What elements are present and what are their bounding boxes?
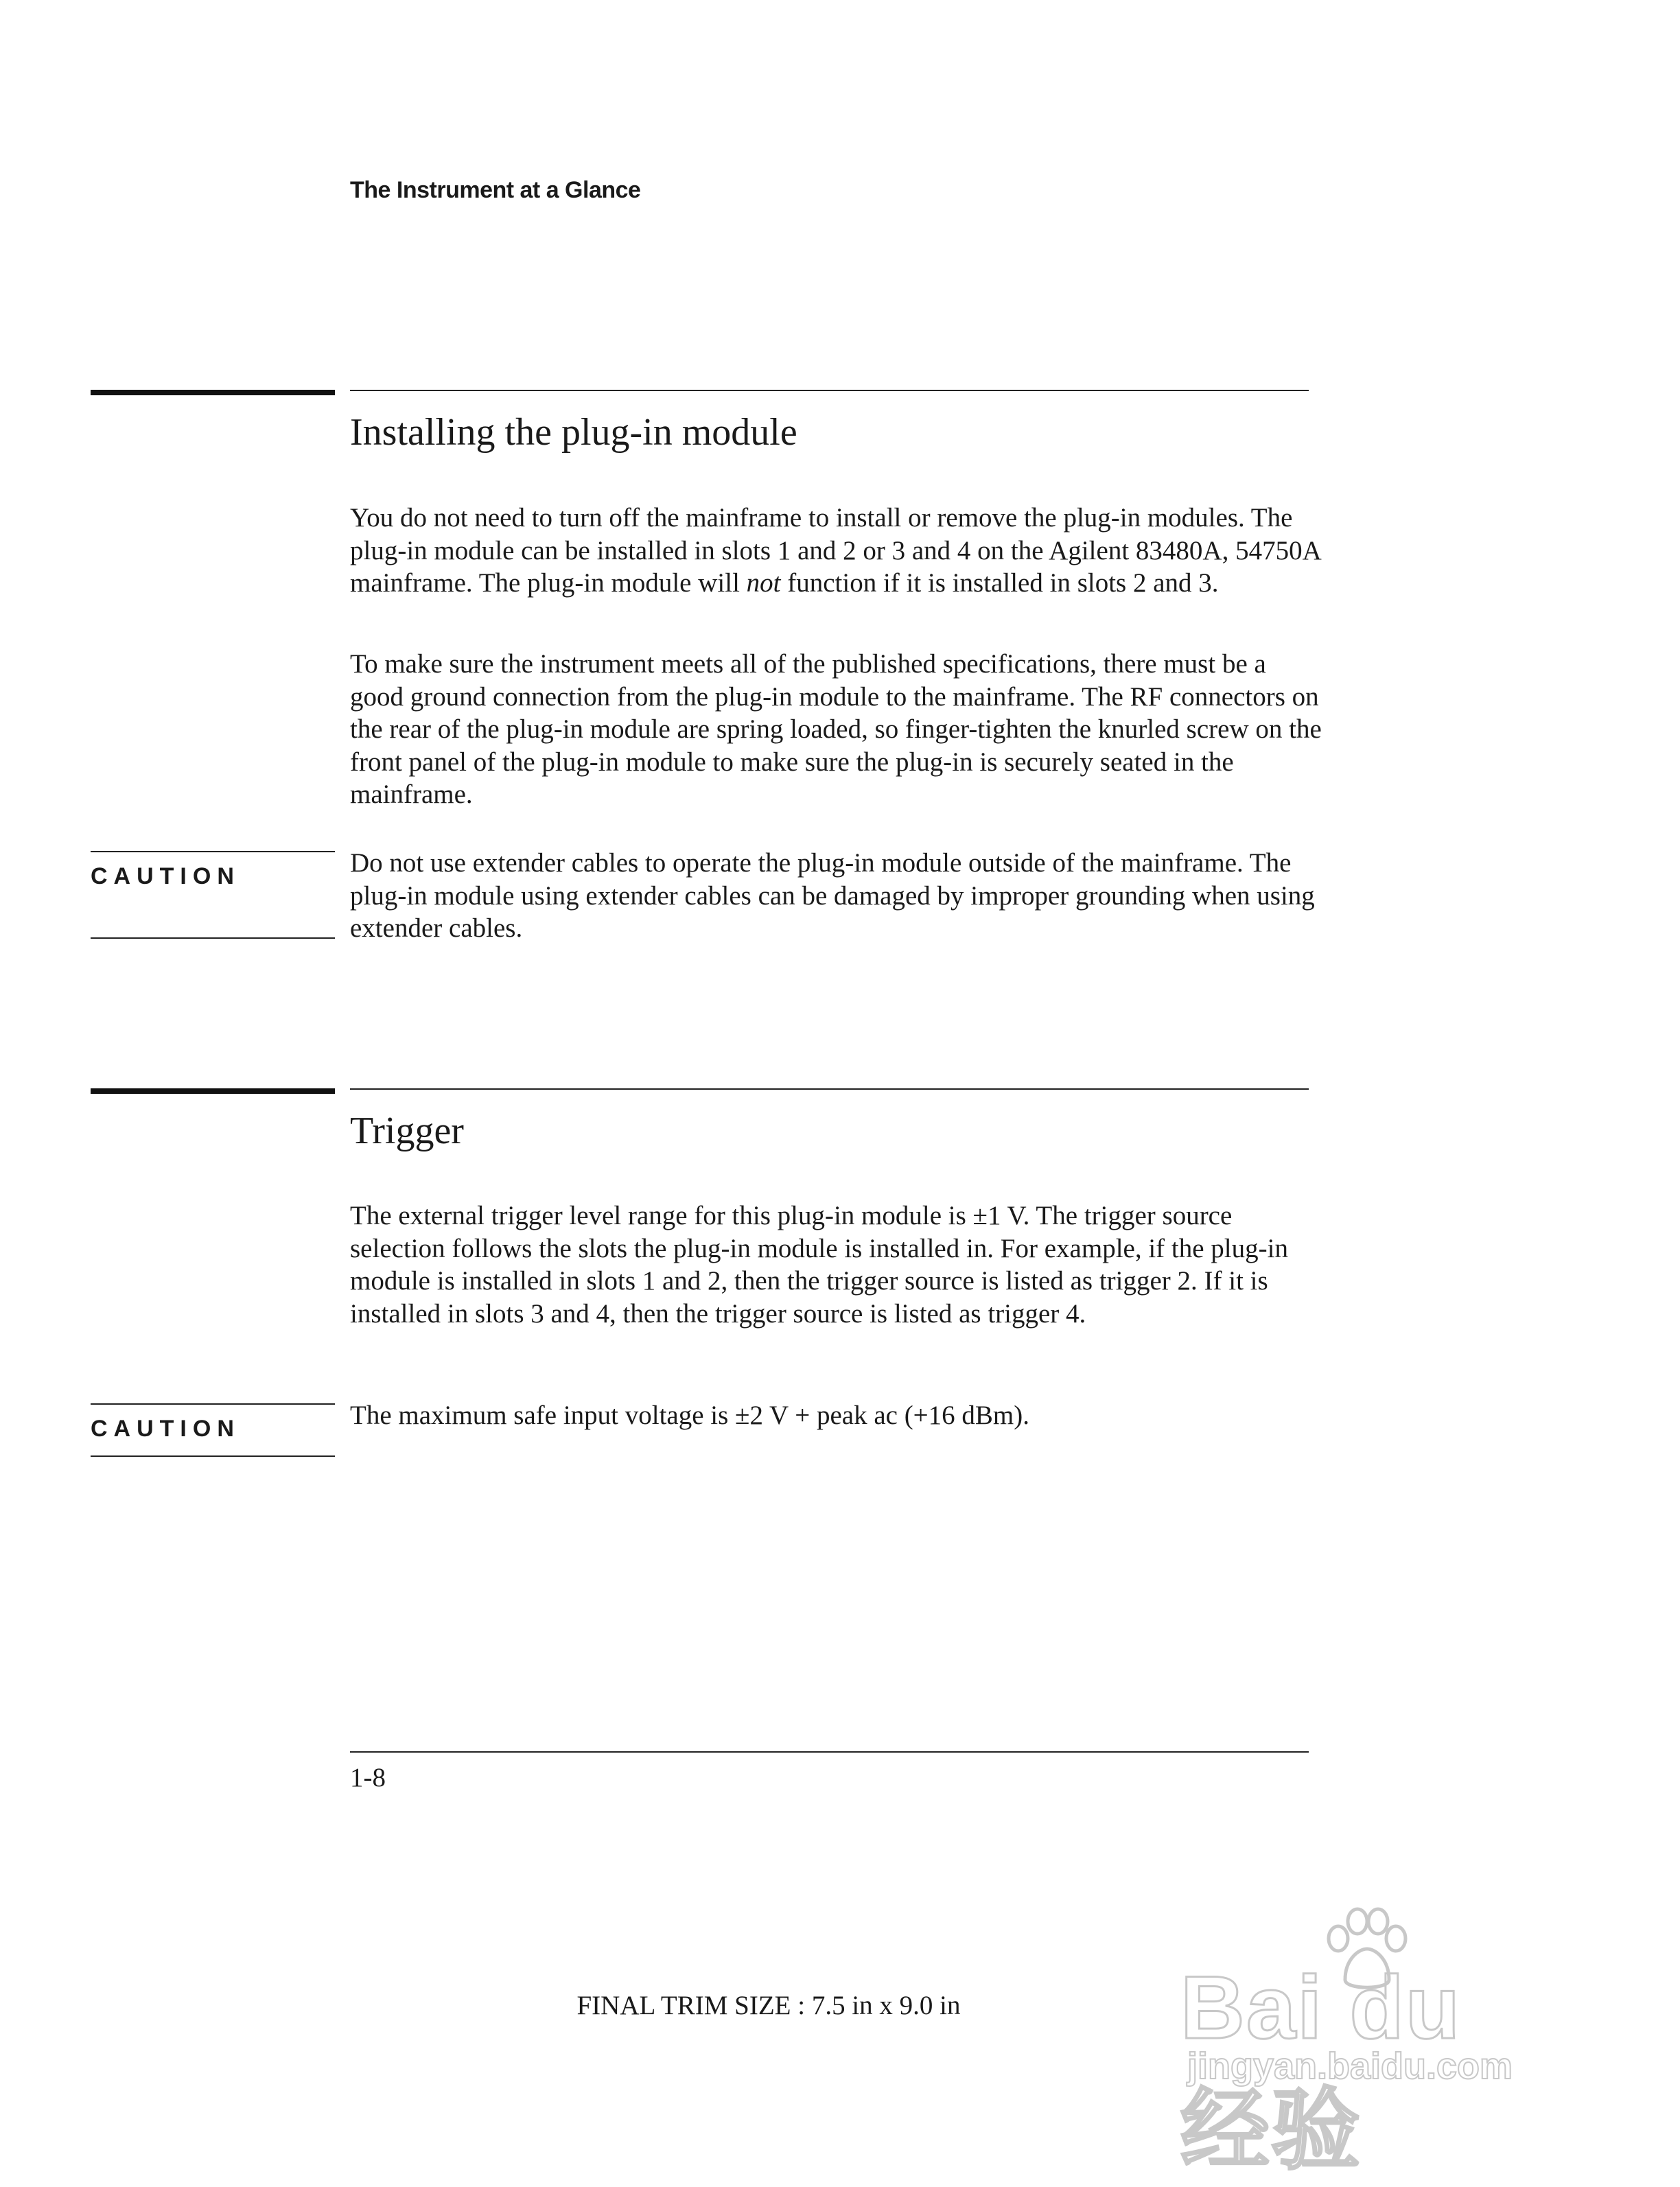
caution-1-label: CAUTION: [91, 863, 240, 889]
section-1-margin-rule: [91, 390, 335, 395]
section-1-paragraph-2: To make sure the instrument meets all of the published specifications, there must be a good ground connection from the plug-in module to the mainframe. The RF connectors on the rear of the plug-in module are spring loaded, so finger-tighten the knurled screw on the front panel of the plug-in module to make sure the plug-in is securely seated in the mainframe.: [350, 649, 1322, 809]
footer-rule: [350, 1751, 1309, 1753]
section-1-paragraph-1: [350, 502, 1325, 600]
paragraph-1-text-b: function if it is installed in slots 2 and 3.: [780, 568, 1219, 598]
section-2-title: Trigger: [350, 1110, 464, 1152]
watermark-url: jingyan.baidu.com: [1187, 2046, 1513, 2087]
section-1-title: Installing the plug-in module: [350, 411, 797, 454]
caution-1-bottom-rule: [91, 937, 335, 939]
caution-2-top-rule: [91, 1403, 335, 1405]
watermark-brand: Bai du 经验: [1180, 1957, 1462, 2180]
caution-2-label: CAUTION: [91, 1416, 240, 1442]
caution-1-top-rule: [91, 851, 335, 852]
paragraph-1-emphasis: not: [746, 568, 781, 598]
section-2-paragraph-1: The external trigger level range for this plug-in module is ±1 V. The trigger source selection follows the slots the plug-in module is installed in. For example, if the plug-in module is installed in slots 1 and 2, then the trigger source is listed as trigger 2. If it is installed in slots 3 and 4, then the trigger source is listed as trigger 4.: [350, 1201, 1288, 1329]
running-head: The Instrument at a Glance: [350, 177, 641, 203]
page-number: 1-8: [350, 1763, 386, 1792]
trim-size-note: FINAL TRIM SIZE : 7.5 in x 9.0 in: [576, 1991, 961, 2020]
section-1-top-rule: [350, 390, 1309, 391]
section-2-margin-rule: [91, 1088, 335, 1094]
section-2-top-rule: [350, 1088, 1309, 1090]
caution-2-text: The maximum safe input voltage is ±2 V + peak ac (+16 dBm).: [350, 1401, 1030, 1430]
baidu-watermark: [1180, 1901, 1565, 2180]
caution-2-bottom-rule: [91, 1455, 335, 1457]
caution-1-text: Do not use extender cables to operate the plug-in module outside of the mainframe. The plug-in module using extender cables can be damaged by improper grounding when using extender cables.: [350, 848, 1315, 943]
paragraph-1-text-a: You do not need to turn off the mainframe to install or remove the plug-in modules. The plug-in module can be installed in slots 1 and 2 or 3 and 4 on the Agilent 83480A, 54750A mainframe. The plug-in module will: [350, 503, 1320, 598]
